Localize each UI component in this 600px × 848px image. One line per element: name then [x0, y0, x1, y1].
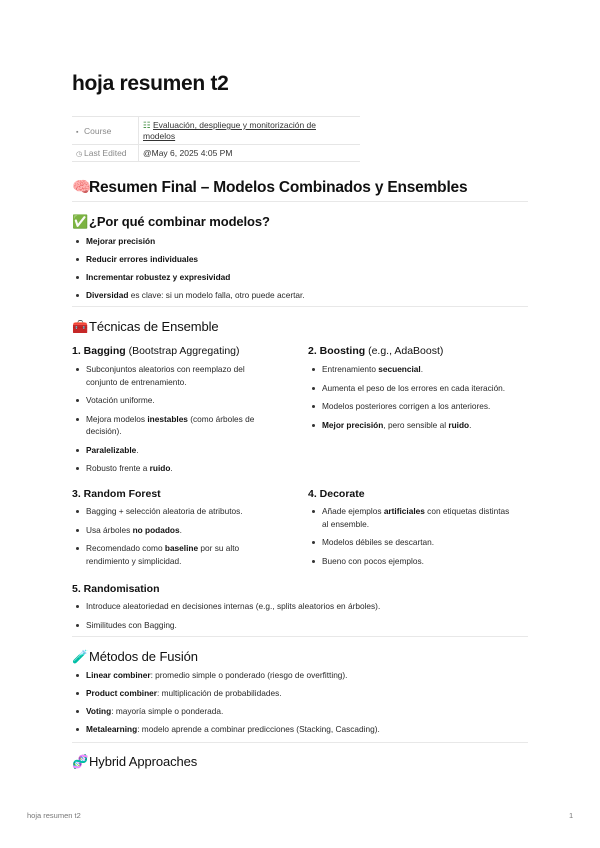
list-item: Reducir errores individuales [72, 253, 528, 266]
list-item: Product combiner: multiplicación de probabilidades. [72, 687, 528, 700]
properties-table [72, 116, 360, 162]
list-item: Añade ejemplos artificiales con etiquetas distintas al ensemble. [308, 505, 528, 530]
bagging-list [72, 363, 290, 475]
why-heading: ✅¿Por qué combinar modelos? [72, 214, 270, 229]
randomisation-list [72, 600, 528, 631]
list-item: Votación uniforme. [72, 394, 290, 407]
fusion-list [72, 669, 528, 736]
list-item: Modelos posteriores corrigen a los anteriores. [308, 400, 528, 413]
hybrid-heading: 🧬Hybrid Approaches [72, 754, 198, 769]
decorate-heading: 4. Decorate [308, 488, 365, 500]
list-item: Bueno con pocos ejemplos. [308, 555, 528, 568]
list-item: Recomendado como baseline por su alto rendimiento y simplicidad. [72, 542, 290, 567]
list-item: Linear combiner: promedio simple o ponderado (riesgo de overfitting). [72, 669, 528, 682]
toolbox-icon: 🧰 [72, 319, 89, 334]
techniques-heading: 🧰Técnicas de Ensemble [72, 319, 219, 334]
list-item: Entrenamiento secuencial. [308, 363, 528, 376]
random-forest-list [72, 505, 290, 567]
brain-icon: 🧠 [72, 179, 92, 196]
list-item: Aumenta el peso de los errores en cada iteración. [308, 382, 528, 395]
list-item: Similitudes con Bagging. [72, 619, 528, 632]
book-icon: ▪ [76, 128, 79, 136]
divider [72, 742, 528, 743]
property-value [139, 117, 361, 145]
list-item: Voting: mayoría simple o ponderada. [72, 705, 528, 718]
footer-title: hoja resumen t2 [27, 811, 81, 820]
main-heading: 🧠Resumen Final – Modelos Combinados y Ensembles [72, 179, 468, 196]
list-item: Usa árboles no podados. [72, 524, 290, 537]
property-label: ▪ Course [72, 117, 139, 145]
property-value: @May 6, 2025 4:05 PM [139, 145, 361, 162]
property-last-edited [72, 145, 360, 162]
list-icon: ☷ [143, 120, 153, 130]
page-title: hoja resumen t2 [72, 72, 229, 95]
list-item: Mejorar precisión [72, 235, 528, 248]
randomisation-heading: 5. Randomisation [72, 583, 160, 595]
random-forest-heading: 3. Random Forest [72, 488, 161, 500]
clock-icon: ◷ [76, 151, 83, 158]
list-item: Mejora modelos inestables (como árboles de decisión). [72, 413, 290, 438]
list-item: Bagging + selección aleatoria de atributos. [72, 505, 290, 518]
list-item: Subconjuntos aleatorios con reemplazo del conjunto de entrenamiento. [72, 363, 290, 388]
test-tube-icon: 🧪 [72, 649, 89, 664]
check-icon: ✅ [72, 214, 89, 229]
course-link[interactable]: Evaluación, despliegue y monitorización de modelos [143, 120, 316, 141]
divider [72, 201, 528, 202]
list-item: Introduce aleatoriedad en decisiones internas (e.g., splits aleatorios en árboles). [72, 600, 528, 613]
property-course [72, 117, 360, 145]
fusion-heading: 🧪Métodos de Fusión [72, 649, 198, 664]
list-item: Modelos débiles se descartan. [308, 536, 528, 549]
list-item: Robusto frente a ruido. [72, 462, 290, 475]
list-item: Paralelizable. [72, 444, 290, 457]
divider [72, 636, 528, 637]
list-item: Diversidad es clave: si un modelo falla, otro puede acertar. [72, 289, 528, 302]
list-item: Metalearning: modelo aprende a combinar predicciones (Stacking, Cascading). [72, 723, 528, 736]
boosting-list [308, 363, 528, 431]
decorate-list [308, 505, 528, 567]
property-label: ◷ Last Edited [72, 145, 139, 162]
page-number: 1 [569, 811, 574, 820]
list-item: Incrementar robustez y expresividad [72, 271, 528, 284]
boosting-heading: 2. Boosting (e.g., AdaBoost) [308, 345, 444, 357]
dna-icon: 🧬 [72, 754, 89, 769]
bagging-heading: 1. Bagging (Bootstrap Aggregating) [72, 345, 240, 357]
list-item: Mejor precisión, pero sensible al ruido. [308, 419, 528, 432]
why-list [72, 235, 528, 302]
divider [72, 306, 528, 307]
